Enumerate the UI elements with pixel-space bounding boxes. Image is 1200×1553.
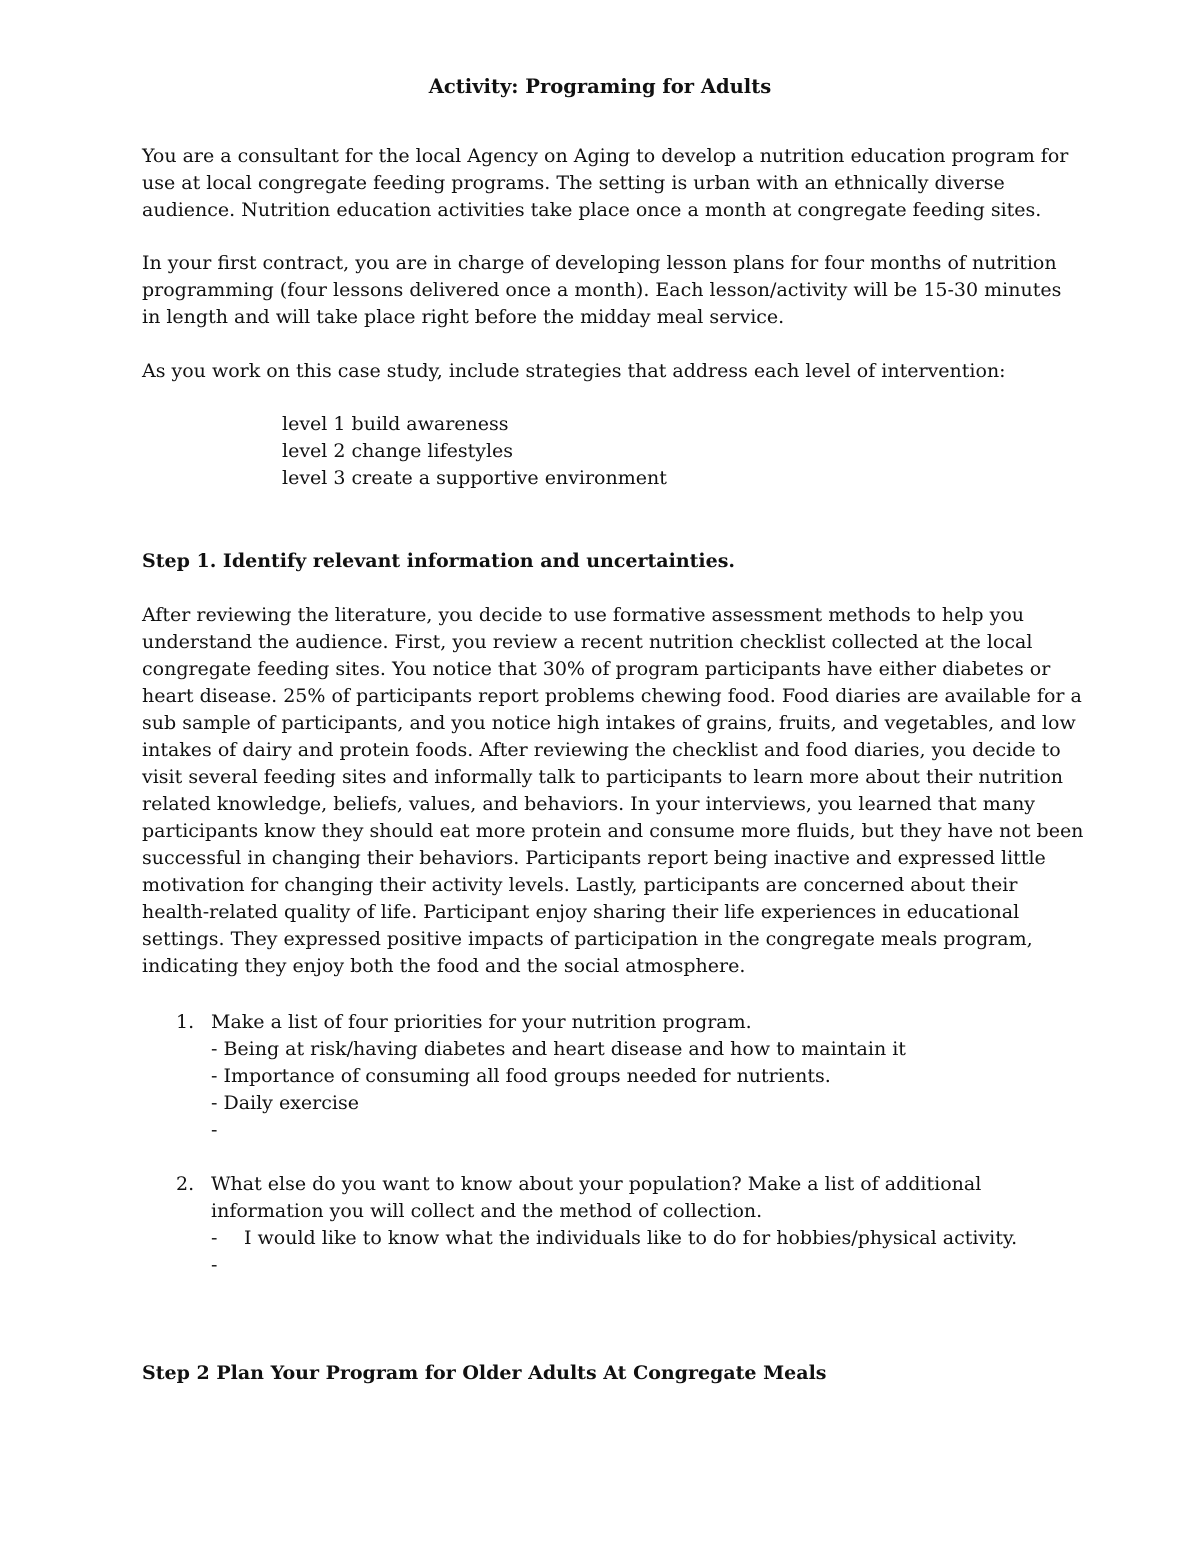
info-answer — [211, 1225, 1017, 1252]
document-title: Activity: Programing for Adults — [428, 75, 772, 98]
question-1-number: 1. — [176, 1011, 195, 1033]
question-1-text: Make a list of four priorities for your nutrition program. — [211, 1011, 752, 1033]
priority-answer: - Daily exercise — [211, 1092, 359, 1114]
step1-line: indicating they enjoy both the food and the social atmosphere. — [142, 955, 746, 977]
step1-line: participants know they should eat more protein and consume more fluids, but they have not been — [142, 820, 1084, 842]
priority-answer: - — [211, 1119, 218, 1141]
intro-line: audience. Nutrition education activities take place once a month at congregate feeding sites. — [142, 199, 1042, 221]
step2-heading: Step 2 Plan Your Program for Older Adults At Congregate Meals — [142, 1362, 827, 1384]
step1-line: After reviewing the literature, you decide to use formative assessment methods to help you — [142, 604, 1025, 626]
intro-line: You are a consultant for the local Agency on Aging to develop a nutrition education program for — [142, 145, 1069, 167]
step1-line: understand the audience. First, you review a recent nutrition checklist collected at the local — [142, 631, 1033, 653]
step1-heading: Step 1. Identify relevant information and uncertainties. — [142, 550, 736, 572]
question-2-number: 2. — [176, 1173, 195, 1195]
contract-line: in length and will take place right before the midday meal service. — [142, 306, 785, 328]
step1-line: intakes of dairy and protein foods. After reviewing the checklist and food diaries, you decide to — [142, 739, 1061, 761]
info-answer-empty — [211, 1252, 1017, 1279]
step1-line: sub sample of participants, and you notice high intakes of grains, fruits, and vegetables, and low — [142, 712, 1076, 734]
strategies-paragraph — [142, 358, 1062, 385]
step1-line: settings. They expressed positive impacts of participation in the congregate meals program, — [142, 928, 1033, 950]
priority-answer: - Importance of consuming all food groups needed for nutrients. — [211, 1065, 831, 1087]
question-2-text: What else do you want to know about your population? Make a list of additional — [211, 1173, 982, 1195]
step1-line: successful in changing their behaviors. Participants report being inactive and expressed little — [142, 847, 1046, 869]
question-2-text: information you will collect and the method of collection. — [211, 1200, 763, 1222]
intervention-level: level 1 build awareness — [282, 413, 509, 435]
intro-paragraph — [142, 143, 1069, 224]
step1-paragraph — [142, 602, 1084, 980]
strategies-line: As you work on this case study, include strategies that address each level of intervention: — [142, 360, 1006, 382]
info-answer-text: I would like to know what the individuals like to do for hobbies/physical activity. — [244, 1227, 1018, 1249]
priority-answer: - Being at risk/having diabetes and heart disease and how to maintain it — [211, 1038, 906, 1060]
contract-line: programming (four lessons delivered once a month). Each lesson/activity will be 15-30 minutes — [142, 279, 1062, 301]
step1-line: health-related quality of life. Participant enjoy sharing their life experiences in educational — [142, 901, 1020, 923]
intervention-level: level 3 create a supportive environment — [282, 467, 667, 489]
intervention-level: level 2 change lifestyles — [282, 440, 514, 462]
contract-line: In your first contract, you are in charge of developing lesson plans for four months of nutrition — [142, 252, 1057, 274]
step1-line: motivation for changing their activity levels. Lastly, participants are concerned about their — [142, 874, 1018, 896]
question-1-body — [211, 1009, 906, 1144]
info-answer-dash: - — [211, 1227, 218, 1249]
step1-line: congregate feeding sites. You notice that 30% of program participants have either diabetes or — [142, 658, 1051, 680]
step1-line: heart disease. 25% of participants report problems chewing food. Food diaries are available for a — [142, 685, 1082, 707]
step1-line: related knowledge, beliefs, values, and behaviors. In your interviews, you learned that many — [142, 793, 1036, 815]
intro-line: use at local congregate feeding programs. The setting is urban with an ethnically diverse — [142, 172, 1005, 194]
step1-line: visit several feeding sites and informally talk to participants to learn more about their nutrition — [142, 766, 1064, 788]
question-2-body — [211, 1171, 1017, 1279]
contract-paragraph — [142, 250, 1062, 331]
info-answer-dash: - — [211, 1254, 218, 1276]
intervention-levels-list — [282, 411, 667, 492]
